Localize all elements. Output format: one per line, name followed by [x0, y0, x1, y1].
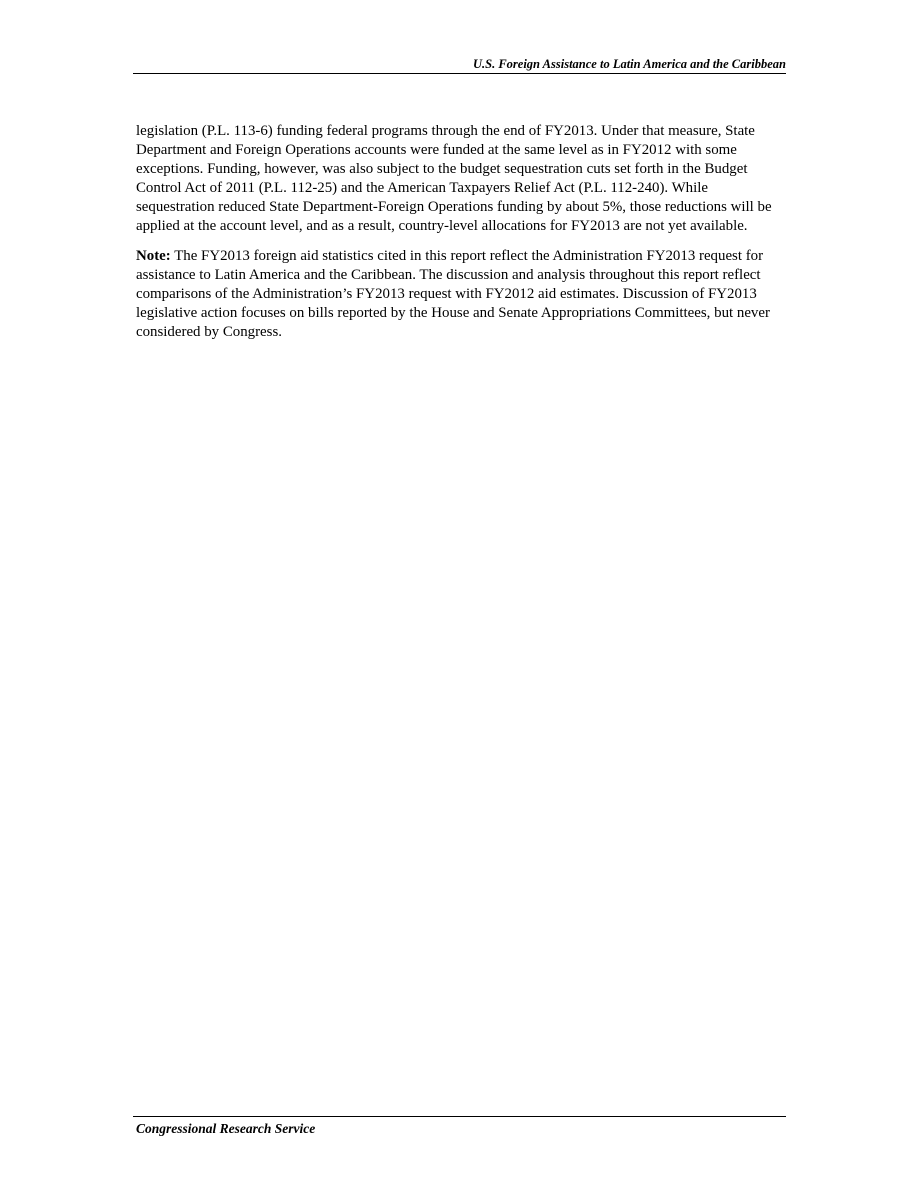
note-label: Note:	[136, 248, 171, 264]
running-footer-source: Congressional Research Service	[136, 1121, 316, 1136]
running-header-title: U.S. Foreign Assistance to Latin America and the Caribbean	[472, 57, 786, 71]
body-paragraph: legislation (P.L. 113-6) funding federal programs through the end of FY2013. Under that measure, State Department and Foreign Operations accounts were funded at the same level as in FY2012 with some exceptions. Funding, however, was also subject to the budget sequestration cuts set forth in the Budget Control Act of 2011 (P.L. 112-25) and the American Taxpayers Relief Act (P.L. 112-240). While sequestration reduced State Department-Foreign Operations funding by about 5%, those reductions will be applied at the account level, and as a result, country-level allocations for FY2013 are not yet available.	[136, 123, 772, 234]
footer-rule	[133, 1116, 786, 1117]
note-text: The FY2013 foreign aid statistics cited in this report reflect the Administration FY2013 request for assistance to Latin America and the Caribbean. The discussion and analysis throughout this report reflect comparisons of the Administration’s FY2013 request with FY2012 aid estimates. Discussion of FY2013 legislative action focuses on bills reported by the House and Senate Appropriations Committees, but never considered by Congress.	[136, 248, 770, 340]
note-paragraph	[136, 247, 786, 342]
header-rule	[133, 73, 786, 74]
body-text	[136, 122, 786, 353]
